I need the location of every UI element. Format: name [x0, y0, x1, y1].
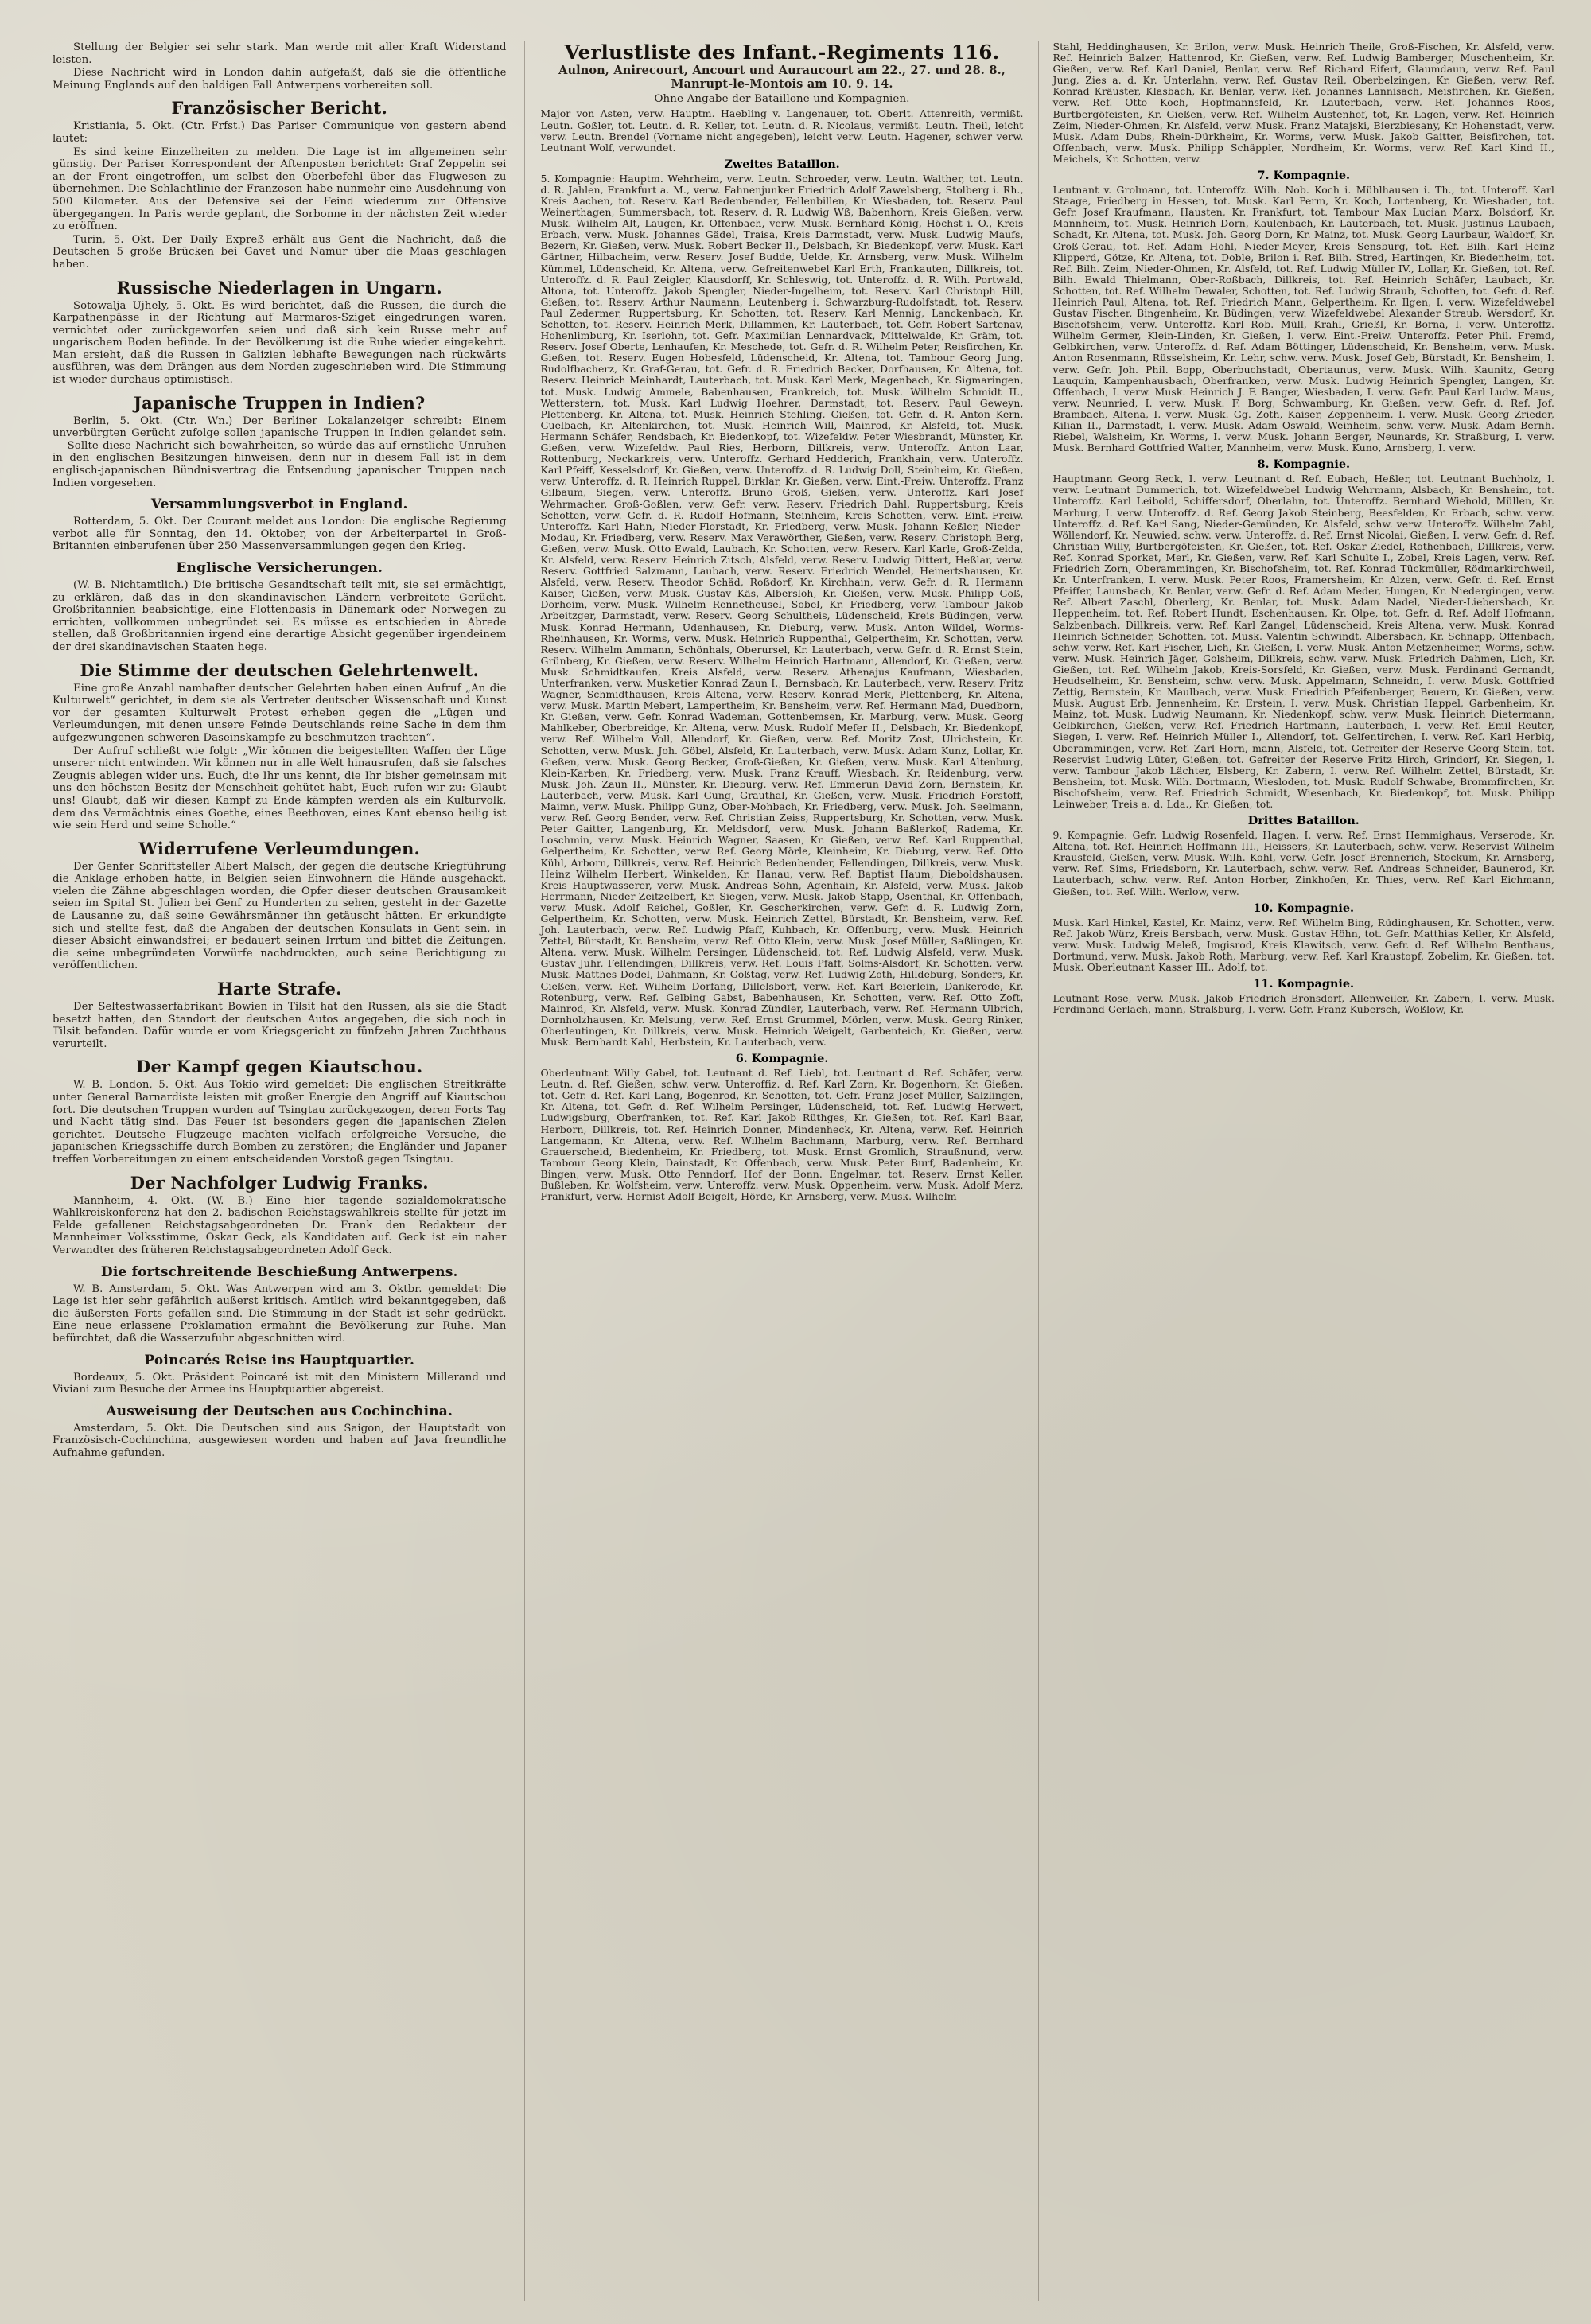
section-heading-japanische-truppen: Japanische Truppen in Indien?	[134, 392, 426, 413]
section-heading-zweites-bataillon: Zweites Bataillon.	[724, 157, 840, 171]
paragraph: Sotowalja Ujhely, 5. Okt. Es wird berichtet, daß die Russen, die durch die Karpathenpässe in der Richtung auf Marmaros-Sziget eingedrungen waren, vernichtet oder zurückgeworfen seien und daß sich kein Russe mehr auf ungarischem Boden befinde. In der Bevölkerung ist die Ruhe wieder eingekehrt. Man ersieht, daß die Russen in Galizien lebhafte Bewegungen nach rückwärts ausführen, was dem Drängen aus dem Norden zugeschrieben wird. Die Stimmung ist wieder durchaus optimistisch.	[53, 299, 507, 387]
paragraph: Kristiania, 5. Okt. (Ctr. Frfst.) Das Pariser Communique von gestern abend lautet:	[53, 120, 507, 145]
column-left	[48, 41, 524, 2301]
section-heading-poincare-reise: Poincarés Reise ins Hauptquartier.	[144, 1352, 415, 1368]
paragraph: W. B. London, 5. Okt. Aus Tokio wird gemeldet: Die englischen Streitkräfte unter General Barnardiste leisten mit großer Energie den Angriff auf Kiautschou fort. Die deutschen Truppen wurden auf Tsingtau zurückgezogen, deren Forts Tag und Nacht tätig sind. Das Feuer ist besonders gegen die japanischen Zielen gerichtet. Deutsche Flugzeuge machten vielfach erfolgreiche Versuche, die japanischen Kriegsschiffe durch Bomben zu zerstören; die Engländer und Japaner treffen Vorbereitungen zu einem entscheidenden Vorstoß gegen Tsingtau.	[53, 1079, 507, 1166]
paragraph: Rotterdam, 5. Okt. Der Courant meldet aus London: Die englische Regierung verbot alle für Sonntag, den 14. Oktober, von der Arbeiterpartei in Groß-Britannien einberufenen über 250 Massenversammlungen gegen den Krieg.	[53, 516, 507, 553]
casualty-list-continued: Stahl, Heddinghausen, Kr. Brilon, verw. Musk. Heinrich Theile, Groß-Fischen, Kr. Alsfeld, verw. Ref. Heinrich Balzer, Hattenrod, Kr. Gießen, verw. Ref. Ludwig Bamberger, Muschenheim, Kr. Gießen, verw. Ref. Karl Daniel, Benlar, verw. Ref. Richard Eifert, Glaumdaun, verw. Ref. Paul Jung, Zies a. d. Kr. Unterlahn, verw. Ref. Gustav Reil, Oberbelzingen, Kr. Gießen, verw. Ref. Konrad Kräuster, Klasbach, Kr. Benlar, verw. Ref. Johannes Lannisach, Meisfirchen, Kr. Gießen, verw. Ref. Otto Koch, Hopfmannsfeld, Kr. Lauterbach, verw. Ref. Johannes Roos, Burtbergöfeisten, Kr. Gießen, verw. Ref. Wilhelm Austenhof, tot, Kr. Lagen, verw. Ref. Heinrich Zeim, Nieder-Ohmen, Kr. Alsfeld, verw. Musk. Franz Matajski, Bierzbiesany, Kr. Hohenstadt, verw. Musk. Adam Dubs, Rhein-Dürkheim, Kr. Worms, verw. Musk. Jakob Gaitter, Beisfirchen, tot. Offenbach, verw. Musk. Philipp Schäppler, Nordheim, Kr. Worms, verw. Ref. Karl Kind II., Meichels, Kr. Schotten, verw.	[1052, 41, 1554, 165]
paragraph: Turin, 5. Okt. Der Daily Expreß erhält aus Gent die Nachricht, daß die Deutschen 5 große Brücken bei Gavet und Namur über die Maas geschlagen haben.	[53, 233, 507, 271]
section-heading-russische-niederlagen: Russische Niederlagen in Ungarn.	[116, 277, 442, 298]
section-heading-6-kompagnie: 6. Kompagnie.	[735, 1052, 829, 1066]
paragraph: Eine große Anzahl namhafter deutscher Gelehrten haben einen Aufruf „An die Kulturwelt“ gerichtet, in dem sie als Vertreter deutscher Wissenschaft und Kunst vor der gesamten Kulturwelt Protest erheben gegen die „Lügen und Verleumdungen, mit denen unsere Feinde Deutschlands reine Sache in dem ihm aufgezwungenen schweren Daseinskampfe zu beschmutzen trachten“.	[53, 682, 507, 744]
section-heading-drittes-bataillon: Drittes Bataillon.	[1247, 814, 1360, 828]
paragraph: Der Seltestwasserfabrikant Bowien in Tilsit hat den Russen, als sie die Stadt besetzt hatten, den Standort der deutschen Autos angegeben, die sich noch in Tilsit befanden. Dafür wurde er vom Kriegsgericht zu fünfzehn Jahren Zuchthaus verurteilt.	[53, 1001, 507, 1050]
section-heading-nachfolger-ludwig-franks: Der Nachfolger Ludwig Franks.	[130, 1172, 429, 1193]
paragraph: Der Genfer Schriftsteller Albert Malsch, der gegen die deutsche Kriegführung die Anklage erhoben hatte, in Belgien seien Einwohnern die Hände ausgehackt, vielen die Zähne abgeschlagen worden, die Opfer dieser deutschen Grausamkeit seien im Spital St. Julien bei Genf zu Hunderten zu sehen, gesteht in der Gazette de Lausanne zu, daß seine Gewährsmänner ihn getäuscht hätten. Er erkundigte sich und stellte fest, daß die Angaben der deutschen Konsulats in Gent sein, in dieser Absicht einwandsfrei; er bedauert seinen Irrtum und bittet die Zeitungen, die seine unbegründeten Vorwürfe nachdruckten, auch seine Berichtigung zu veröffentlichen.	[53, 860, 507, 972]
casualty-list-7-kompagnie: Leutnant v. Grolmann, tot. Unteroffz. Wilh. Nob. Koch i. Mühlhausen i. Th., tot. Unteroff. Karl Staage, Friedberg in Hessen, tot. Musk. Karl Perm, Kr. Koch, Lortenberg, Kr. Wiesbaden, tot. Gefr. Josef Kraufmann, Hausten, Kr. Frankfurt, tot. Tambour Max Lucian Marx, Bolsdorf, Kr. Mannheim, tot. Musk. Heinrich Dorn, Kaulenbach, Kr. Lauterbach, tot. Musk. Justinus Laubach, Schadt, Kr. Altena, tot. Musk. Joh. Georg Dorn, Kr. Mainz, tot. Musk. Georg Laurbaur, Waldorf, Kr. Groß-Gerau, tot. Ref. Adam Hohl, Nieder-Meyer, Kreis Sensburg, tot. Ref. Bilh. Karl Heinz Klipperd, Götze, Kr. Altena, tot. Doble, Brilon i. Ref. Bilh. Stred, Hartingen, Kr. Biedenheim, tot. Ref. Bilh. Zeim, Nieder-Ohmen, Kr. Alsfeld, tot. Ref. Ludwig Müller IV., Lollar, Kr. Gießen, tot. Ref. Bilh. Ewald Thielmann, Ober-Roßbach, Dillkreis, tot. Ref. Heinrich Schäfer, Laubach, Kr. Schotten, tot. Ref. Wilhelm Dewaler, Schotten, tot. Ref. Ludwig Straub, Schotten, tot. Gefr. d. Ref. Heinrich Paul, Altena, tot. Ref. Friedrich Mann, Gelpertheim, Kr. Ilgen, I. verw. Wizefeldwebel Gustav Fischer, Bingenheim, Kr. Büdingen, verw. Wizefeldwebel Alexander Straub, Wersdorf, Kr. Bischofsheim, verw. Unteroffz. Karl Rob. Müll, Krahl, Grießl, Kr. Borna, I. verw. Unteroffz. Wilhelm Germer, Klein-Linden, Kr. Gießen, I. verw. Eint.-Freiw. Unteroffz. Peter Phil. Fremd, Gelbkirchen, verw. Unteroffz. d. Ref. Adam Böttinger, Lüdenscheid, Kr. Bensheim, verw. Musk. Anton Rosenmann, Rüsselsheim, Kr. Lehr, schw. verw. Musk. Josef Geb, Bürstadt, Kr. Bensheim, I. verw. Gefr. Joh. Phil. Bopp, Oberbuchstadt, Obertaunus, verw. Musk. Wilh. Kaunitz, Georg Lauquin, Kampenhausbach, Oberfranken, verw. Musk. Ludwig Heinrich Spengler, Langen, Kr. Offenbach, I. verw. Musk. Heinrich J. F. Banger, Wiesbaden, I. verw. Gefr. Paul Karl Ludw. Maus, verw. Neunried, I. verw. Musk. F. Borg, Schwamburg, Kr. Gießen, verw. Gefr. d. Ref. Jof. Brambach, Altena, I. verw. Musk. Gg. Zoth, Kaiser, Zeppenheim, I. verw. Musk. Georg Zrieder, Kilian II., Darmstadt, I. verw. Musk. Adam Oswald, Weinheim, schw. verw. Musk. Adam Bernh. Riebel, Walsheim, Kr. Worms, I. verw. Musk. Johann Berger, Neunards, Kr. Straßburg, I. verw. Musk. Bernhard Gottfried Walter, Mannheim, verw. Musk. Kuno, Arnsberg, I. verw.	[1052, 184, 1554, 454]
casualty-list-9-kompagnie: 9. Kompagnie. Gefr. Ludwig Rosenfeld, Hagen, I. verw. Ref. Ernst Hemmighaus, Verserode, Kr. Altena, tot. Ref. Heinrich Hoffmann III., Heissers, Kr. Lauterbach, schw. verw. Reservist Wilhelm Krausfeld, Gießen, verw. Musk. Wilh. Kohl, verw. Gefr. Josef Brennerich, Stockum, Kr. Arnsberg, verw. Ref. Sims, Friedsborn, Kr. Lauterbach, schw. verw. Ref. Andreas Schneider, Baunerod, Kr. Lauterbach, schw. verw. Ref. Anton Horber, Zinkhofen, Kr. Thies, verw. Ref. Karl Eichmann, Gießen, tot. Ref. Wilh. Werlow, verw.	[1052, 829, 1554, 897]
paragraph: (W. B. Nichtamtlich.) Die britische Gesandtschaft teilt mit, sie sei ermächtigt, zu erklären, daß das in den skandinavischen Ländern verbreitete Gerücht, Großbritannien beabsichtige, eine Flottenbasis in Dänemark oder Norwegen zu errichten, vollkommen unbegründet sei. Es müsse es entschieden in Abrede stellen, daß Großbritannien irgend eine derartige Absicht gegenüber irgendeinem der drei skandinavischen Staaten hege.	[53, 579, 507, 653]
columns-container	[48, 41, 1559, 2301]
paragraph: Berlin, 5. Okt. (Ctr. Wn.) Der Berliner Lokalanzeiger schreibt: Einem unverbürgten Gerücht zufolge sollen japanische Truppen in Indien gelandet sein. — Sollte diese Nachricht sich bewahrheiten, so würde das auf ernstliche Unruhen in den englischen Besitzungen hinweisen, denn nur in diesem Fall ist in dem englisch-japanischen Bündnisvertrag die Entsendung japanischer Truppen nach Indien vorgesehen.	[53, 415, 507, 489]
casualty-list-8-kompagnie: Hauptmann Georg Reck, I. verw. Leutnant d. Ref. Eubach, Heßler, tot. Leutnant Buchholz, I. verw. Leutnant Dummerich, tot. Wizefeldwebel Ludwig Wehrmann, Alsbach, Kr. Bensheim, tot. Unteroffz. Karl Leibold, Schiffersdorf, Oberlahn, tot. Unteroffz. Bernhard Wiehold, Müllen, Kr. Marburg, I. verw. Unteroffz. d. Ref. Georg Jakob Steinberg, Beesfelden, Kr. Erbach, schw. verw. Unteroffz. d. Ref. Karl Sang, Nieder-Gemünden, Kr. Alsfeld, schw. verw. Unteroffz. Wilhelm Zahl, Wöllendorf, Kr. Neuwied, schw. verw. Unteroffz. d. Ref. Ernst Nicolai, Gießen, I. verw. Gefr. d. Ref. Christian Willy, Burtbergöfeisten, Kr. Gießen, tot. Ref. Oskar Ziedel, Rothenbach, Dillkreis, verw. Ref. Konrad Sporket, Merl, Kr. Gießen, verw. Ref. Karl Schulte I., Zobel, Kreis Lagen, verw. Ref. Friedrich Zorn, Oberammingen, Kr. Bischofsheim, tot. Ref. Konrad Tückmüller, Rödmarkirchweil, Kr. Unterfranken, I. verw. Musk. Peter Roos, Framersheim, Kr. Alzen, verw. Gefr. d. Ref. Ernst Pfeiffer, Launsbach, Kr. Benlar, verw. Gefr. d. Ref. Adam Meder, Hungen, Kr. Niedergingen, verw. Ref. Albert Zaschl, Oberlerg, Kr. Benlar, tot. Musk. Adam Nadel, Nieder-Liebersbach, Kr. Heppenheim, tot. Ref. Robert Hundt, Eschenhausen, Kr. Olpe, tot. Gefr. d. Ref. Adolf Hofmann, Salzbenbach, Dillkreis, verw. Ref. Karl Zangel, Lüdenscheid, Kreis Altena, verw. Musk. Konrad Heinrich Schneider, Schotten, tot. Musk. Valentin Schwindt, Albersbach, Kr. Schnapp, Offenbach, schw. verw. Ref. Karl Fischer, Lich, Kr. Gießen, I. verw. Musk. Anton Metzenheimer, Worms, schw. verw. Musk. Heinrich Jäger, Golsheim, Dillkreis, schw. verw. Musk. Friedrich Dahmen, Lich, Kr. Gießen, tot. Ref. Wilhelm Jakob, Kreis-Sorsfeld, Kr. Gießen, verw. Musk. Ferdinand Gernandt, Heudselheim, Kr. Bensheim, schw. verw. Musk. Appelmann, Schneidn, I. verw. Musk. Gottfried Zettig, Bernstein, Kr. Maulbach, verw. Musk. Friedrich Pfeifenberger, Beuern, Kr. Gießen, verw. Musk. August Erb, Jennenheim, Kr. Erstein, I. verw. Musk. Christian Happel, Garbenheim, Kr. Mainz, tot. Musk. Ludwig Naumann, Kr. Niedenkopf, schw. verw. Musk. Heinrich Dietermann, Gelbkirchen, Gießen, verw. Ref. Friedrich Hartmann, Lauterbach, I. verw. Ref. Emil Reuter, Siegen, I. verw. Ref. Heinrich Müller I., Allendorf, tot. Gelfentirchen, I. verw. Ref. Karl Herbig, Oberammingen, verw. Ref. Zarl Horn, mann, Alsfeld, tot. Gefreiter der Reserve Georg Stein, tot. Reservist Ludwig Lüter, Gießen, tot. Gefreiter der Reserve Fritz Hirch, Grindorf, Kr. Siegen, I. verw. Tambour Jakob Lächter, Elsberg, Kr. Zabern, I. verw. Ref. Wilhelm Zettel, Bürstadt, Kr. Bensheim, tot. Musk. Wilh. Dortmann, Wiesloden, tot. Musk. Rudolf Schwabe, Brommfirchen, Kr. Bischofsheim, verw. Ref. Friedrich Schmidt, Wiesenbach, Kr. Biedenkopf, tot. Musk. Philipp Leinweber, Treis a. d. Lda., Kr. Gießen, tot.	[1052, 473, 1554, 810]
paragraph: Es sind keine Einzelheiten zu melden. Die Lage ist im allgemeinen sehr günstig. Der Pariser Korrespondent der Aftenposten berichtet: Graf Zeppelin sei an der Front eingetroffen, um selbst den Oberbefehl über das Flugwesen zu übernehmen. Die Schlachtlinie der Franzosen habe nunmehr eine Ausdehnung von 500 Kilometer. Aus der Defensive sei der Feind wiederum zur Offensive übergegangen. In Paris werde geplant, die Sorbonne in der nächsten Zeit wieder zu eröffnen.	[53, 146, 507, 233]
section-heading-kampf-gegen-kiautschou: Der Kampf gegen Kiautschou.	[136, 1057, 423, 1077]
column-middle	[524, 41, 1038, 2301]
paragraph: Bordeaux, 5. Okt. Präsident Poincaré ist mit den Ministern Millerand und Viviani zum Besuche der Armee ins Hauptquartier abgereist.	[53, 1371, 507, 1396]
masthead-title: Verlustliste des Infant.-Regiments 116.	[564, 41, 1000, 64]
column-right	[1038, 41, 1560, 2301]
section-heading-harte-strafe: Harte Strafe.	[216, 979, 342, 999]
casualty-list-10-kompagnie: Musk. Karl Hinkel, Kastel, Kr. Mainz, verw. Ref. Wilhelm Bing, Rüdinghausen, Kr. Schotten, verw. Ref. Jakob Würz, Kreis Bersbach, verw. Musk. Gustav Höhn, tot. Gefr. Matthias Keller, Kr. Alsfeld, verw. Musk. Ludwig Meleß, Imgisrod, Kreis Klawitsch, verw. Gefr. d. Ref. Wilhelm Benthaus, Dortmund, verw. Musk. Jakob Roth, Marburg, verw. Ref. Karl Kraustopf, Zobelim, Kr. Gießen, tot. Musk. Oberleutnant Kasser III., Adolf, tot.	[1052, 916, 1554, 974]
casualty-list-5-kompagnie: 5. Kompagnie: Hauptm. Wehrheim, verw. Leutn. Schroeder, verw. Leutn. Walther, tot. Leutn. d. R. Jahlen, Frankfurt a. M., verw. Fahnenjunker Friedrich Adolf Zawelsberg, Stolberg i. Rh., Kreis Aachen, tot. Reserv. Karl Bedenbender, Fellenbillen, Kr. Wiesbaden, tot. Reserv. Paul Weinerthagen, Summersbach, tot. Reserv. d. R. Ludwig Wß, Babenhorn, Kreis Gießen, verw. Musk. Wilhelm Alt, Laugen, Kr. Offenbach, verw. Musk. Bernhard König, Höchst i. O., Kreis Erbach, verw. Musk. Johannes Gädel, Traisa, Kreis Darmstadt, verw. Musk. Ludwig Maufs, Bezern, Kr. Gießen, verw. Musk. Robert Becker II., Delsbach, Kr. Biedenkopf, verw. Musk. Karl Gärtner, Hilbacheim, verw. Reserv. Josef Budde, Uelde, Kr. Arnsberg, verw. Musk. Wilhelm Kümmel, Lüdenscheid, Kr. Altena, verw. Gefreitenwebel Karl Erth, Frankauten, Dillkreis, tot. Unteroffz. d. R. Paul Zeigler, Klausdorff, Kr. Schleswig, tot. Unteroffz. d. R. Wilh. Portwald, Altona, tot. Unteroffz. Jakob Spengler, Nieder-Ingelheim, tot. Reserv. Karl Christoph Hill, Gießen, tot. Reserv. Arthur Naumann, Leutenberg i. Schwarzburg-Rudolfstadt, tot. Reserv. Paul Zedermer, Ruppertsburg, Kr. Schotten, tot. Reserv. Karl Mennig, Lanckenbach, Kr. Schotten, tot. Reserv. Heinrich Merk, Dillammen, Kr. Lauterbach, tot. Gefr. Robert Sartenav, Hohenlimburg, Kr. Iserlohn, tot. Gefr. Maximilian Lennardvack, Mittelwalde, Kr. Gräm, tot. Reserv. Josef Oberte, Lenhaufen, Kr. Meschede, tot. Gefr. d. R. Wilhelm Peter, Reisfirchen, Kr. Gießen, tot. Reserv. Eugen Hobesfeld, Lüdenscheid, Kr. Altena, tot. Tambour Georg Jung, Rudolfbacherz, Kr. Graf-Gerau, tot. Gefr. d. R. Friedrich Becker, Dorfhausen, Kr. Altena, tot. Reserv. Heinrich Meinhardt, Lauterbach, tot. Musk. Karl Merk, Magenbach, Kr. Sigmaringen, tot. Musk. Ludwig Ammele, Babenhausen, Frankreich, tot. Musk. Wilhelm Schmidt II., Wetterstern, tot. Musk. Karl Ludwig Hoehrer, Darmstadt, tot. Reserv. Paul Geweyn, Plettenberg, Kr. Altena, tot. Musk. Heinrich Stehling, Gießen, tot. Gefr. d. R. Anton Kern, Guelbach, Kr. Altenkirchen, tot. Musk. Heinrich Will, Mainrod, Kr. Alsfeld, tot. Musk. Hermann Schäfer, Rendsbach, Kr. Biedenkopf, tot. Wizefeldw. Peter Wiesbrandt, Münster, Kr. Gießen, verw. Wizefeldw. Paul Ries, Herborn, Dillkreis, verw. Unteroffz. Anton Laar, Rottenburg, Neckarkreis, verw. Unteroffz. Gerhard Hedderich, Frankhain, verw. Unteroffz. Karl Pfeiff, Kesselsdorf, Kr. Gießen, verw. Unteroffz. d. R. Ludwig Doll, Steinheim, Kr. Gießen, verw. Unteroffz. d. R. Heinrich Ruppel, Birklar, Kr. Gießen, verw. Eint.-Freiw. Unteroffz. Franz Gilbaum, Siegen, verw. Unteroffz. Bruno Groß, Gießen, verw. Unteroffz. Karl Josef Wehrmacher, Groß-Goßlen, verw. Gefr. verw. Reserv. Friedrich Dahl, Ruppertsburg, Kreis Schotten, verw. Gefr. d. R. Rudolf Hofmann, Steinheim, Kreis Schotten, verw. Eint.-Freiw. Unteroffz. Karl Hahn, Nieder-Florstadt, Kr. Friedberg, verw. Musk. Johann Keßler, Nieder-Modau, Kr. Friedberg, verw. Reserv. Max Verawörther, Gießen, verw. Reserv. Christoph Berg, Gießen, verw. Musk. Otto Ewald, Laubach, Kr. Schotten, verw. Reserv. Karl Karle, Groß-Zelda, Kr. Alsfeld, verw. Reserv. Heinrich Zitsch, Alsfeld, verw. Reserv. Ludwig Dittert, Heßlar, verw. Reserv. Gottfried Salzmann, Laubach, verw. Reserv. Friedrich Wendel, Heinertshausen, Kr. Alsfeld, verw. Reserv. Theodor Schäd, Roßdorf, Kr. Kirchhain, verw. Gefr. d. R. Hermann Kaiser, Gießen, verw. Musk. Gustav Käs, Albersloh, Kr. Gießen, verw. Musk. Philipp Goß, Dorheim, verw. Musk. Wilhelm Rennetheusel, Sobel, Kr. Friedberg, verw. Tambour Jakob Arbeitzger, Darmstadt, verw. Reserv. Georg Schultheis, Lüdenscheid, Kreis Büdingen, verw. Musk. Konrad Hermann, Udenhausen, Kr. Dieburg, verw. Musk. Anton Wildel, Worms-Rheinhausen, Kr. Worms, verw. Musk. Heinrich Ruppenthal, Gelpertheim, Kr. Schotten, verw. Reserv. Wilhelm Ammann, Schönhals, Oberursel, Kr. Lauterbach, verw. Gefr. d. R. Ernst Stein, Grünberg, Kr. Gießen, verw. Reserv. Wilhelm Heinrich Hartmann, Allendorf, Kr. Gießen, verw. Musk. Schmidtkaufen, Kreis Alsfeld, verw. Reserv. Athenajus Kaufmann, Wiesbaden, Unterfranken, verw. Musketier Konrad Zaun I., Bernsbach, Kr. Lauterbach, verw. Reserv. Fritz Wagner, Schmidthausen, Kreis Altena, verw. Reserv. Konrad Merk, Plettenberg, Kr. Altena, verw. Musk. Martin Mebert, Lampertheim, Kr. Bensheim, verw. Ref. Hermann Mad, Duedborn, Kr. Gießen, verw. Gefr. Konrad Wademan, Gottenbemsen, Kr. Marburg, verw. Musk. Georg Mahlkeber, Oberbreidge, Kr. Altena, verw. Musk. Rudolf Mefer II., Delsbach, Kr. Biedenkopf, verw. Ref. Wilhelm Voll, Allendorf, Kr. Gießen, verw. Ref. Moritz Zost, Ulrichstein, Kr. Schotten, verw. Musk. Joh. Göbel, Alsfeld, Kr. Lauterbach, verw. Musk. Adam Kunz, Lollar, Kr. Gießen, verw. Musk. Georg Becker, Groß-Gießen, Kr. Gießen, verw. Musk. Karl Altenburg, Klein-Karben, Kr. Friedberg, verw. Musk. Franz Krauff, Wiesbach, Kr. Reidenburg, verw. Musk. Joh. Zaun II., Münster, Kr. Dieburg, verw. Ref. Emmerun David Zorn, Bernstein, Kr. Lauterbach, verw. Musk. Karl Gung, Grauthal, Kr. Gießen, verw. Musk. Friedrich Forstoff, Maimn, verw. Musk. Philipp Gunz, Ober-Mohbach, Kr. Friedberg, verw. Musk. Joh. Seelmann, verw. Ref. Georg Bender, verw. Ref. Christian Zeiss, Ruppertsburg, Kr. Schotten, verw. Musk. Peter Gaitter, Langenburg, Kr. Meldsdorf, verw. Musk. Johann Baßlerkof, Radema, Kr. Loschmin, verw. Musk. Heinrich Wagner, Saasen, Kr. Gießen, verw. Ref. Karl Ruppenthal, Gelpertheim, Kr. Schotten, verw. Ref. Georg Mörle, Kleinheim, Kr. Dieburg, verw. Ref. Otto Kühl, Arborn, Dillkreis, verw. Ref. Heinrich Bedenbender, Fellendingen, Dillkreis, verw. Musk. Heinz Wilhelm Herbert, Winkelden, Kr. Hanau, verw. Ref. Baptist Haum, Dieboldshausen, Kreis Hauptwasserer, verw. Musk. Andreas Sohn, Agenhain, Kr. Alsfeld, verw. Musk. Jakob Herrmann, Nieder-Zeitzelberf, Kr. Siegen, verw. Musk. Jakob Stapp, Osenthal, Kr. Offenbach, verw. Musk. Adolf Reichel, Goßler, Kr. Gescherkirchen, verw. Gefr. d. R. Ludwig Zorn, Gelpertheim, Kr. Schotten, verw. Musk. Heinrich Zettel, Bürstadt, Kr. Bensheim, verw. Ref. Joh. Lauterbach, verw. Ref. Ludwig Pfaff, Kuhbach, Kr. Offenburg, verw. Musk. Heinrich Zettel, Bürstadt, Kr. Bensheim, verw. Ref. Otto Klein, verw. Musk. Josef Müller, Saßlingen, Kr. Altena, verw. Musk. Wilhelm Persinger, Lüdenscheid, tot. Ref. Ludwig Alsfeld, verw. Musk. Gustav Juhr, Fellendingen, Dillkreis, verw. Ref. Louis Pfaff, Solms-Alsdorf, Kr. Schotten, verw. Musk. Matthes Dodel, Dahmann, Kr. Goßtag, verw. Ref. Ludwig Zoth, Hilldeburg, Sonders, Kr. Gießen, verw. Ref. Wilhelm Dorfang, Dillelsborf, verw. Ref. Karl Beierlein, Dankerode, Kr. Rotenburg, verw. Ref. Gelbing Gabst, Babenhausen, Kr. Schotten, verw. Ref. Otto Zoft, Mainrod, Kr. Alsfeld, verw. Musk. Konrad Zündler, Lauterbach, verw. Ref. Hermann Ulbrich, Dornholzhausen, Kr. Melsung, verw. Ref. Ernst Grummel, Mörlen, verw. Musk. Georg Rinker, Oberleutingen, Kr. Dillkreis, verw. Musk. Heinrich Weigelt, Garbenteich, Kr. Gießen, verw. Musk. Bernhardt Kahl, Herbstein, Kr. Lauterbach, verw.	[540, 172, 1024, 1048]
masthead-note: Ohne Angabe der Bataillone und Kompagnien.	[654, 93, 910, 105]
casualty-list-11-kompagnie: Leutnant Rose, verw. Musk. Jakob Friedrich Bronsdorf, Allenweiler, Kr. Zabern, I. verw. Musk. Ferdinand Gerlach, mann, Straßburg, I. verw. Gefr. Franz Kubersch, Woßlow, Kr.	[1052, 992, 1554, 1016]
casualty-list-6-kompagnie: Oberleutnant Willy Gabel, tot. Leutnant d. Ref. Liebl, tot. Leutnant d. Ref. Schäfer, verw. Leutn. d. Ref. Gießen, schw. verw. Unteroffiz. d. Ref. Karl Zorn, Kr. Bogenhorn, Kr. Gießen, tot. Gefr. d. Ref. Karl Lang, Bogenrod, Kr. Schotten, tot. Gefr. Franz Josef Müller, Salzlingen, Kr. Altena, tot. Gefr. d. Ref. Wilhelm Persinger, Lüdenscheid, tot. Ref. Ludwig Herwert, Ludwigsburg, Oberfranken, tot. Ref. Karl Jakob Rüthges, Kr. Gießen, tot. Ref. Karl Baar, Herborn, Dillkreis, tot. Ref. Heinrich Donner, Mindenheck, Kr. Altena, verw. Ref. Heinrich Langemann, Kr. Altena, verw. Ref. Wilhelm Bachmann, Marburg, verw. Ref. Bernhard Grauerscheid, Biedenheim, Kr. Friedberg, tot. Musk. Ernst Gromlich, Straußnund, verw. Tambour Georg Klein, Dainstadt, Kr. Offenbach, verw. Musk. Peter Burf, Badenheim, Kr. Bingen, verw. Musk. Otto Penndorf, Hof der Bonn. Engelmar, tot. Reserv. Ernst Keller, Bußleben, Kr. Wolfsheim, verw. Unteroffz. verw. Musk. Oppenheim, verw. Musk. Adolf Merz, Frankfurt, verw. Hornist Adolf Beigelt, Hörde, Kr. Arnsberg, verw. Musk. Wilhelm	[540, 1067, 1024, 1203]
section-heading-10-kompagnie: 10. Kompagnie.	[1253, 901, 1355, 915]
lead-paragraph-2: Diese Nachricht wird in London dahin aufgefaßt, daß sie die öffentliche Meinung Englands auf den baldigen Fall Antwerpens vorbereiten soll.	[53, 67, 507, 91]
paragraph: Mannheim, 4. Okt. (W. B.) Eine hier tagende sozialdemokratische Wahlkreiskonferenz hat den 2. badischen Reichstagswahlkreis stellte für jetzt im Felde gefallenen Reichstagsabgeordneten Dr. Frank den Redakteur der Mannheimer Volksstimme, Oskar Geck, als Kandidaten auf. Geck ist ein naher Verwandter des früheren Reichstagsabgeordneten Adolf Geck.	[53, 1194, 507, 1256]
casualty-intro-list: Major von Asten, verw. Hauptm. Haebling v. Langenauer, tot. Oberlt. Attenreith, vermißt. Leutn. Goßler, tot. Leutn. d. R. Keller, tot. Leutn. d. R. Nicolaus, vermißt. Leutn. Theil, leicht verw. Leutn. Brendel (Vorname nicht angegeben), leicht verw. Leutn. Hagener, schwer verw. Leutnant Wolf, verwundet.	[540, 107, 1024, 154]
paragraph: W. B. Amsterdam, 5. Okt. Was Antwerpen wird am 3. Oktbr. gemeldet: Die Lage ist hier sehr gefährlich außerst kritisch. Amtlich wird bekanntgegeben, daß die äußersten Forts gefallen sind. Die Stimmung in der Stadt ist sehr gedrückt. Eine neue erlassene Proklamation ermahnt die Bevölkerung zur Ruhe. Man befürchtet, daß die Wasserzufuhr abgeschnitten wird.	[53, 1283, 507, 1345]
section-heading-widerrufene-verleumdungen: Widerrufene Verleumdungen.	[138, 838, 421, 858]
section-heading-franzoesischer-bericht: Französischer Bericht.	[171, 98, 387, 119]
section-heading-englische-versicherungen: Englische Versicherungen.	[176, 560, 383, 576]
paragraph: Der Aufruf schließt wie folgt: „Wir können die beigestellten Waffen der Lüge unserer nicht entwinden. Wir können nur in alle Welt hinausrufen, daß sie falsches Zeugnis ablegen wider uns. Euch, die Ihr uns kennt, die Ihr bisher gemeinsam mit uns den höchsten Besitz der Menschheit gehütet habt, Euch rufen wir zu: Glaubt uns! Glaubt, daß wir diesen Kampf zu Ende kämpfen werden als ein Kulturvolk, dem das Vermächtnis eines Goethe, eines Beethoven, eines Kant ebenso heilig ist wie sein Herd und seine Scholle.“	[53, 745, 507, 832]
masthead-subtitle: Aulnon, Anirecourt, Ancourt und Auraucourt am 22., 27. und 28. 8., Manrupt-le-Montois am 10. 9. 14.	[558, 64, 1006, 91]
section-heading-11-kompagnie: 11. Kompagnie.	[1253, 977, 1355, 991]
section-heading-ausweisung-cochinchina: Ausweisung der Deutschen aus Cochinchina.	[106, 1403, 453, 1419]
section-heading-8-kompagnie: 8. Kompagnie.	[1257, 457, 1351, 472]
section-heading-beschiessung-antwerpens: Die fortschreitende Beschießung Antwerpens.	[100, 1263, 458, 1280]
section-heading-versammlungsverbot: Versammlungsverbot in England.	[150, 496, 408, 513]
section-heading-7-kompagnie: 7. Kompagnie.	[1257, 169, 1351, 183]
paragraph: Amsterdam, 5. Okt. Die Deutschen sind aus Saigon, der Hauptstadt von Französisch-Cochinchina, ausgewiesen worden und haben auf Java freundliche Aufnahme gefunden.	[53, 1422, 507, 1459]
lead-paragraph-1: Stellung der Belgier sei sehr stark. Man werde mit aller Kraft Widerstand leisten.	[53, 41, 507, 66]
section-heading-stimme-gelehrtenwelt: Die Stimme der deutschen Gelehrtenwelt.	[80, 660, 480, 680]
